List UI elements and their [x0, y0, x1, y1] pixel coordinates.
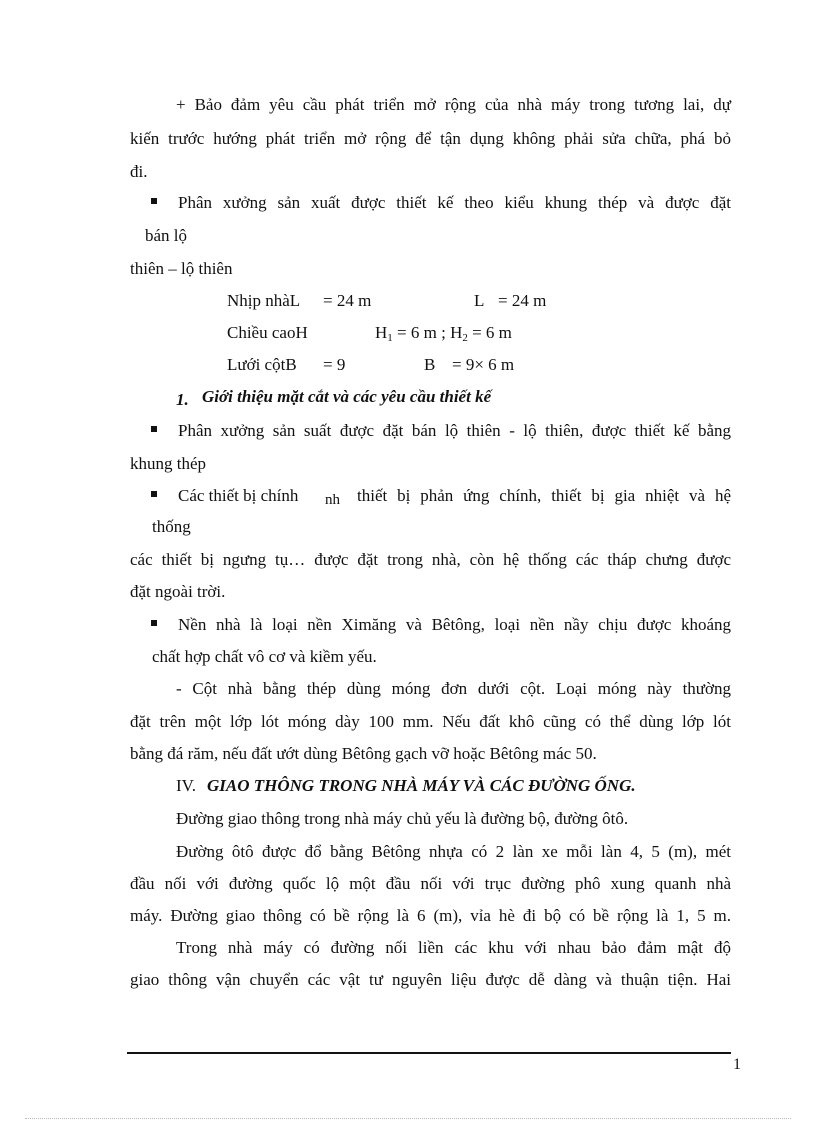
- spec-formula: $H_1 = 6$ m ; $H_2 = 6$ m: [375, 323, 512, 344]
- spec-label: Chiều caoH: [227, 323, 308, 342]
- paragraph-line: giao thông vận chuyển các vật tư nguyên liệu được dễ dàng và thuận tiện. Hai: [130, 970, 731, 989]
- paragraph-line: máy. Đường giao thông có bề rộng là 6 (m), vỉa hè đi bộ có bề rộng là 1, 5 m.: [130, 906, 731, 925]
- section-number: IV.: [176, 776, 196, 795]
- bullet-text: nh: [325, 492, 340, 508]
- spec-label: Nhịp nhàL: [227, 291, 301, 310]
- paragraph-line: Đường ôtô được đổ bằng Bêtông nhựa có 2 làn xe mỗi làn 4, 5 (m), mét: [176, 842, 731, 861]
- bullet-icon: [151, 198, 157, 204]
- paragraph-line: Trong nhà máy có đường nối liền các khu với nhau bảo đảm mật độ: [176, 938, 731, 957]
- spec-label: Lưới cộtB: [227, 355, 297, 374]
- spec-value: = 9: [323, 355, 346, 374]
- section-number: 1.: [176, 390, 189, 409]
- bullet-text: thống: [152, 517, 191, 536]
- bullet-icon: [151, 620, 157, 626]
- paragraph-line: đi.: [130, 162, 148, 181]
- page-number: 1: [733, 1056, 741, 1073]
- paragraph-line: Đường giao thông trong nhà máy chủ yếu là đường bộ, đường ôtô.: [176, 809, 629, 828]
- paragraph-line: + Bảo đảm yêu cầu phát triển mở rộng của nhà máy trong tương lai, dự: [176, 95, 731, 114]
- paragraph-line: đặt ngoài trời.: [130, 582, 226, 601]
- paragraph-line: bằng đá răm, nếu đất ướt dùng Bêtông gạch vỡ hoặc Bêtông mác 50.: [130, 744, 597, 763]
- spec-symbol: L: [474, 291, 485, 310]
- paragraph-line: đầu nối với đường quốc lộ một đầu nối với trục đường phô xung quanh nhà: [130, 874, 731, 893]
- bullet-text: thiết bị phản ứng chính, thiết bị gia nhiệt và hệ: [357, 486, 731, 505]
- paragraph-line: - Cột nhà bằng thép dùng móng đơn dưới cột. Loại móng này thường: [176, 679, 731, 698]
- bullet-text: Các thiết bị chính: [178, 486, 299, 505]
- spec-value: = 24 m: [498, 291, 547, 310]
- paragraph-line: thiên – lộ thiên: [130, 259, 233, 278]
- spec-value: = 24 m: [323, 291, 372, 310]
- paragraph-line: khung thép: [130, 454, 207, 473]
- footer-rule: [127, 1052, 731, 1054]
- spec-symbol: B: [424, 355, 436, 374]
- bullet-text: Phân xưởng sản xuất được thiết kế theo kiểu khung thép và được đặt: [178, 193, 731, 212]
- paragraph-line: các thiết bị ngưng tụ… được đặt trong nhà, còn hệ thống các tháp chưng được: [130, 550, 731, 569]
- paragraph-line: đặt trên một lớp lót móng dày 100 mm. Nếu đất khô cũng có thể dùng lớp lót: [130, 712, 731, 731]
- bullet-text: Nền nhà là loại nền Ximăng và Bêtông, loại nền nầy chịu được khoáng: [178, 615, 731, 634]
- bullet-icon: [151, 426, 157, 432]
- bullet-text: bán lộ: [145, 226, 188, 245]
- bullet-icon: [151, 491, 157, 497]
- section-title: Giới thiệu mặt cắt và các yêu cầu thiết kế: [202, 387, 492, 406]
- page-edge-divider: [25, 1118, 791, 1119]
- paragraph-line: kiến trước hướng phát triển mở rộng để tận dụng không phải sửa chữa, phá bỏ: [130, 129, 731, 148]
- bullet-text: Phân xưởng sản suất được đặt bán lộ thiên - lộ thiên, được thiết kế bằng: [178, 421, 731, 440]
- spec-value: = 9× 6 m: [452, 355, 515, 374]
- bullet-text: chất hợp chất vô cơ và kiềm yếu.: [152, 647, 377, 666]
- section-title: GIAO THÔNG TRONG NHÀ MÁY VÀ CÁC ĐƯỜNG ỐNG.: [207, 776, 636, 795]
